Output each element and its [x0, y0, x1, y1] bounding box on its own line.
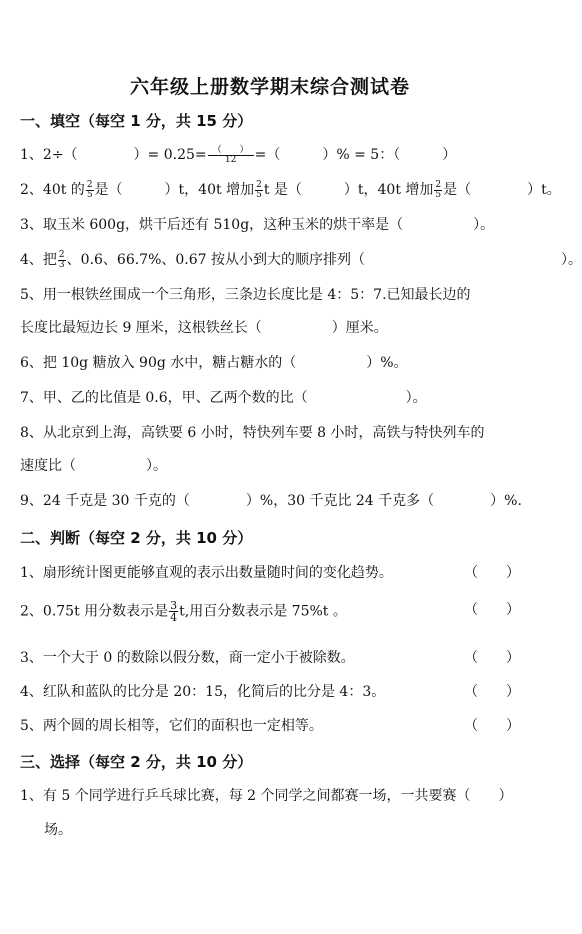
fill-question-1: 1、2÷（ ）= 0.25= $\frac{( )}{12}$ =（ ）% = 5：（ ）: [20, 144, 457, 165]
fraction: $\frac{3}{4}$: [170, 599, 178, 624]
judge-question-5: 5、两个圆的周长相等，它们的面积也一定相等。: [20, 718, 323, 734]
answer-bracket: （ ）: [464, 718, 520, 734]
fill-question-6: 6、把 10g 糖放入 90g 水中，糖占糖水的（ ）%。: [20, 355, 408, 371]
fill-question-4: 4、把 $\frac{2}{3}$ 、0.6、66.7%、0.67 按从小到大的顺序排列（ ）。: [20, 249, 582, 270]
choice-question-1-line-2: 场。: [44, 822, 72, 838]
answer-bracket: （ ）: [464, 565, 520, 581]
page-title: 六年级上册数学期末综合测试卷: [129, 76, 410, 98]
fill-question-7: 7、甲、乙的比值是 0.6，甲、乙两个数的比（ ）。: [20, 390, 427, 406]
fill-question-8-line-2: 速度比（ ）。: [20, 458, 167, 474]
judge-question-3: 3、一个大于 0 的数除以假分数，商一定小于被除数。: [20, 650, 355, 666]
judge-question-4: 4、红队和蓝队的比分是 20：15，化简后的比分是 4：3。: [20, 684, 386, 700]
answer-bracket: （ ）: [464, 650, 520, 666]
fraction: $\frac{2}{3}$: [58, 249, 65, 270]
fill-question-9: 9、24 千克是 30 千克的（ ）%，30 千克比 24 千克多（ ）%.: [20, 493, 522, 509]
fraction: $\frac{2}{5}$: [435, 179, 442, 200]
fraction: $\frac{2}{5}$: [256, 179, 262, 200]
answer-bracket: （ ）: [464, 602, 520, 618]
fraction: $\frac{2}{5}$: [86, 179, 93, 200]
section-heading-judge: 二、判断（每空 2 分，共 10 分）: [20, 529, 253, 547]
fill-question-5-line-2: 长度比最短边长 9 厘米，这根铁丝长（ ）厘米。: [20, 320, 388, 336]
section-heading-choice: 三、选择（每空 2 分，共 10 分）: [20, 753, 253, 771]
judge-question-2: 2、0.75t 用分数表示是 $\frac{3}{4}$ t,用百分数表示是 75%t 。: [20, 599, 347, 624]
fill-question-2: 2、40t 的 $\frac{2}{5}$ 是（ ）t，40t 增加 $\frac{2}{5}$ t 是（ ）t，40t 增加 $\frac{2}{5}$ 是（ ）t。: [20, 179, 561, 200]
judge-question-1: 1、扇形统计图更能够直观的表示出数量随时间的变化趋势。: [20, 565, 393, 581]
fill-question-8-line-1: 8、从北京到上海，高铁要 6 小时，特快列车要 8 小时，高铁与特快列车的: [20, 425, 485, 441]
fraction: $\frac{( )}{12}$: [208, 146, 254, 165]
section-heading-fill: 一、填空（每空 1 分，共 15 分）: [20, 112, 253, 130]
choice-question-1-line-1: 1、有 5 个同学进行乒乓球比赛，每 2 个同学之间都赛一场，一共要赛（ ）: [20, 788, 513, 804]
answer-bracket: （ ）: [464, 684, 520, 700]
fill-question-3: 3、取玉米 600g，烘干后还有 510g，这种玉米的烘干率是（ ）。: [20, 217, 495, 233]
fill-question-5-line-1: 5、用一根铁丝围成一个三角形，三条边长度比是 4：5：7.已知最长边的: [20, 287, 471, 303]
